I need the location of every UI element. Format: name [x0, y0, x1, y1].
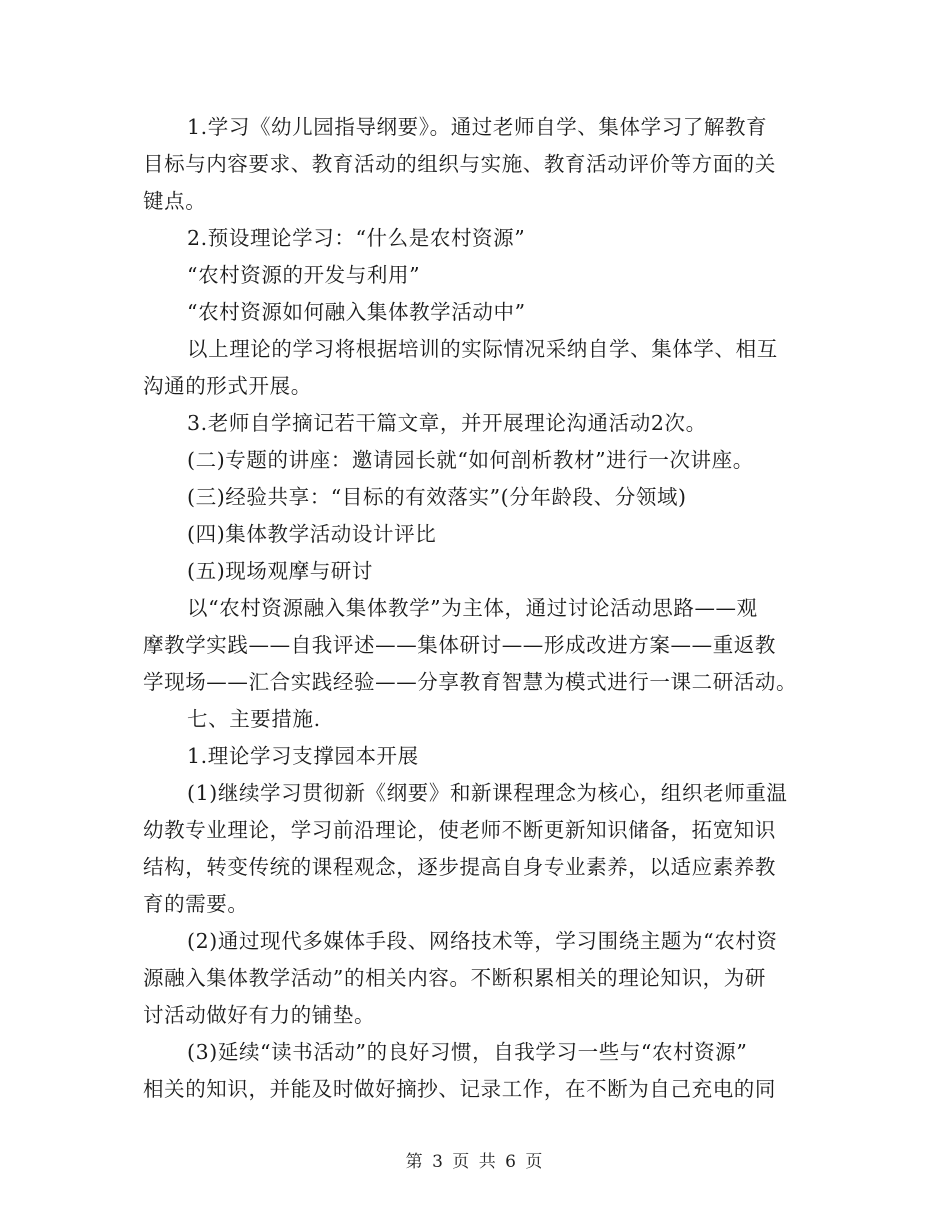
paragraph-line: (四)集体教学活动设计评比: [187, 522, 437, 546]
paragraph-line: “农村资源如何融入集体教学活动中”: [187, 300, 526, 324]
page-number-footer: 第 3 页 共 6 页: [405, 1152, 545, 1172]
paragraph-line: (1)继续学习贯彻新《纲要》和新课程理念为核心，组织老师重温: [187, 781, 788, 805]
paragraph-line: 摩教学实践——自我评述——集体研讨——形成改进方案——重返教: [143, 633, 776, 657]
paragraph-line: 幼教专业理论，学习前沿理论，使老师不断更新知识储备，拓宽知识: [143, 818, 776, 842]
section-heading: 七、主要措施.: [187, 707, 321, 731]
paragraph-line: 2.预设理论学习：“什么是农村资源”: [187, 226, 526, 250]
paragraph-line: 键点。: [143, 189, 207, 213]
paragraph-line: (3)延续“读书活动”的良好习惯，自我学习一些与“农村资源”: [187, 1040, 748, 1064]
paragraph-line: 讨活动做好有力的铺垫。: [143, 1003, 376, 1027]
paragraph-line: “农村资源的开发与利用”: [187, 263, 421, 287]
paragraph-line: 相关的知识，并能及时做好摘抄、记录工作，在不断为自己充电的同: [143, 1077, 776, 1101]
paragraph-line: 沟通的形式开展。: [143, 374, 312, 398]
paragraph-line: 育的需要。: [143, 892, 249, 916]
subsection-heading: 1.理论学习支撑园本开展: [187, 744, 419, 768]
paragraph-line: 学现场——汇合实践经验——分享教育智慧为模式进行一课二研活动。: [143, 670, 798, 694]
paragraph-line: 以“农村资源融入集体教学”为主体，通过讨论活动思路——观: [187, 596, 758, 620]
paragraph-line: (三)经验共享：“目标的有效落实”(分年龄段、分领域): [187, 485, 687, 509]
paragraph-line: (2)通过现代多媒体手段、网络技术等，学习围绕主题为“农村资: [187, 929, 778, 953]
paragraph-line: 结构，转变传统的课程观念，逐步提高自身专业素养，以适应素养教: [143, 855, 776, 879]
paragraph-line: 目标与内容要求、教育活动的组织与实施、教育活动评价等方面的关: [143, 152, 776, 176]
paragraph-line: (五)现场观摩与研讨: [187, 559, 373, 583]
paragraph-line: 1.学习《幼儿园指导纲要》。通过老师自学、集体学习了解教育: [187, 115, 768, 139]
paragraph-line: 以上理论的学习将根据培训的实际情况采纳自学、集体学、相互: [187, 337, 778, 361]
paragraph-line: (二)专题的讲座：邀请园长就“如何剖析教材”进行一次讲座。: [187, 448, 754, 472]
paragraph-line: 3.老师自学摘记若干篇文章，并开展理论沟通活动2次。: [187, 411, 707, 435]
paragraph-line: 源融入集体教学活动”的相关内容。不断积累相关的理论知识，为研: [143, 966, 766, 990]
